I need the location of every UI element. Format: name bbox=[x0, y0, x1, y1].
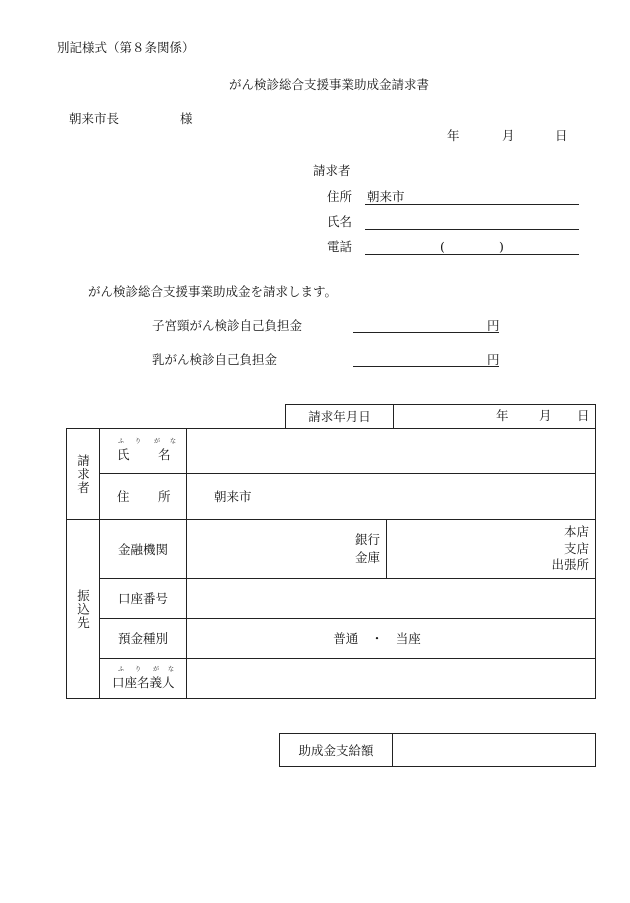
holder-ruby-4: な bbox=[168, 666, 175, 673]
amount-line-breast[interactable] bbox=[353, 366, 499, 367]
deposit-type-label: 預金種別 bbox=[100, 619, 187, 659]
address-label-cell bbox=[100, 474, 187, 520]
name-ruby-2: り bbox=[135, 438, 142, 445]
addressee-honorific: 様 bbox=[180, 111, 193, 126]
request-date-day: 日 bbox=[577, 408, 590, 423]
amount-label-breast: 乳がん検診自己負担金 bbox=[152, 352, 278, 367]
grant-amount-table bbox=[279, 733, 596, 767]
address-label-b: 所 bbox=[158, 489, 171, 504]
requester-group-cell bbox=[67, 429, 100, 520]
form-title: がん検診総合支援事業助成金請求書 bbox=[229, 77, 430, 92]
bank-type-bank: 銀行 bbox=[354, 531, 380, 547]
transfer-group-cell bbox=[67, 520, 100, 699]
account-number-cell[interactable] bbox=[187, 579, 596, 619]
request-statement: がん検診総合支援事業助成金を請求します。 bbox=[88, 284, 338, 299]
amount-label-cervical: 子宮頸がん検診自己負担金 bbox=[152, 318, 303, 333]
deposit-type-options: 普通 ・ 当座 bbox=[333, 631, 421, 646]
name-label-cell bbox=[100, 429, 187, 474]
grant-amount-cell[interactable] bbox=[393, 734, 596, 767]
transfer-group-label: 振込先 bbox=[75, 588, 91, 630]
request-date-year: 年 bbox=[496, 408, 509, 423]
main-table bbox=[66, 428, 596, 699]
name-field-line[interactable] bbox=[365, 229, 579, 230]
requester-phone-label: 電話 bbox=[327, 239, 353, 254]
account-holder-label: 口座名義人 bbox=[112, 675, 175, 690]
name-ruby-3: が bbox=[154, 438, 161, 445]
branch-type-branch: 支店 bbox=[563, 540, 589, 556]
phone-field-line[interactable] bbox=[365, 254, 579, 255]
requester-heading: 請求者 bbox=[313, 163, 351, 178]
name-value-cell[interactable] bbox=[187, 429, 596, 474]
amount-unit-cervical: 円 bbox=[487, 318, 500, 333]
branch-name-cell[interactable] bbox=[387, 520, 596, 579]
branch-type-office: 出張所 bbox=[551, 557, 589, 573]
addressee-name: 朝来市長 bbox=[69, 111, 120, 126]
name-ruby-4: な bbox=[170, 438, 177, 445]
name-ruby-1: ふ bbox=[118, 438, 125, 445]
name-label-b: 名 bbox=[158, 447, 171, 462]
requester-address-value[interactable]: 朝来市 bbox=[367, 189, 405, 204]
account-holder-label-cell bbox=[100, 659, 187, 699]
request-date-month: 月 bbox=[539, 408, 552, 423]
requester-address-label: 住所 bbox=[327, 189, 353, 204]
requester-name-label: 氏名 bbox=[327, 214, 353, 229]
branch-type-head: 本店 bbox=[563, 523, 589, 539]
phone-close-paren: ) bbox=[499, 239, 504, 254]
name-label-a: 氏 bbox=[117, 447, 130, 462]
deposit-type-cell[interactable] bbox=[187, 619, 596, 659]
table-address-value: 朝来市 bbox=[214, 489, 252, 504]
date-year: 年 bbox=[447, 128, 460, 143]
address-label-a: 住 bbox=[117, 489, 130, 504]
bank-label: 金融機関 bbox=[100, 520, 187, 579]
phone-open-paren: ( bbox=[440, 239, 445, 254]
grant-amount-label: 助成金支給額 bbox=[280, 734, 393, 767]
request-date-label: 請求年月日 bbox=[286, 405, 394, 429]
holder-ruby-1: ふ bbox=[118, 666, 125, 673]
form-reference: 別記様式（第８条関係） bbox=[57, 40, 195, 55]
date-day: 日 bbox=[555, 128, 568, 143]
address-value-cell[interactable] bbox=[187, 474, 596, 520]
request-date-cell[interactable] bbox=[394, 405, 596, 429]
bank-type-kinko: 金庫 bbox=[354, 550, 380, 565]
date-month: 月 bbox=[502, 128, 515, 143]
requester-group-label: 請求者 bbox=[75, 453, 91, 495]
address-underline bbox=[365, 204, 579, 205]
amount-unit-breast: 円 bbox=[487, 352, 500, 367]
amount-line-cervical[interactable] bbox=[353, 332, 499, 333]
holder-ruby-2: り bbox=[135, 666, 142, 673]
account-holder-cell[interactable] bbox=[187, 659, 596, 699]
holder-ruby-3: が bbox=[153, 666, 160, 673]
account-number-label: 口座番号 bbox=[100, 579, 187, 619]
bank-name-cell[interactable] bbox=[187, 520, 387, 579]
request-date-table bbox=[285, 404, 596, 429]
